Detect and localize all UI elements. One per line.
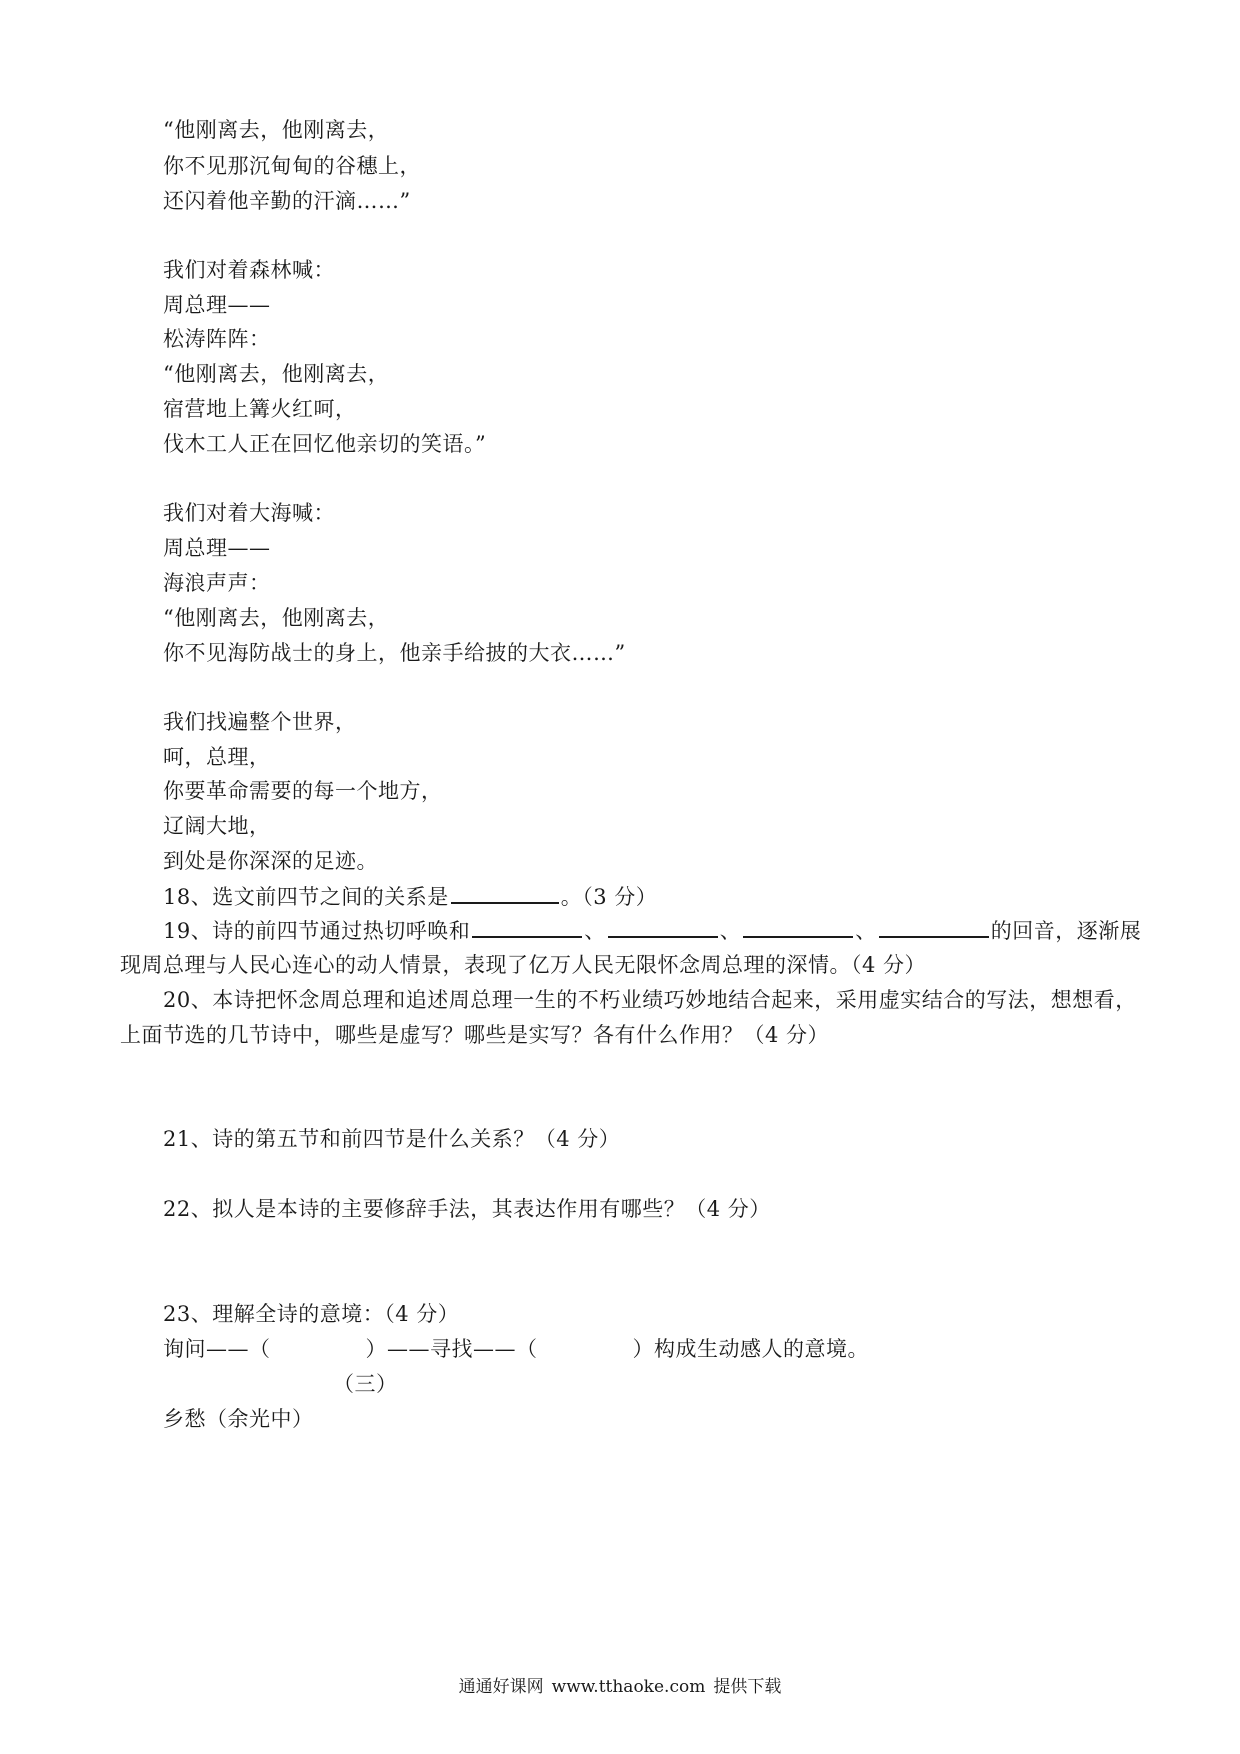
question-23: 23、理解全诗的意境：（4 分） xyxy=(163,1302,460,1326)
poem-line: 海浪声声： xyxy=(163,571,271,595)
separator: 、 xyxy=(855,919,877,943)
poem-line: 呵，总理， xyxy=(163,745,271,769)
poem-line: 伐木工人正在回忆他亲切的笑语。” xyxy=(163,432,487,456)
poem-line: 辽阔大地， xyxy=(163,814,271,838)
question-20-continued: 上面节选的几节诗中，哪些是虚写？哪些是实写？各有什么作用？（4 分） xyxy=(120,1023,830,1047)
separator: 、 xyxy=(584,919,606,943)
question-20: 20、本诗把怀念周总理和追述周总理一生的不朽业绩巧妙地结合起来，采用虚实结合的写法，想想看， xyxy=(163,988,1137,1012)
footer-site: 通通好课网 xyxy=(458,1677,544,1697)
fill-part: ）——寻找——（ xyxy=(365,1337,538,1361)
poem-line: 周总理—— xyxy=(163,536,271,560)
footer-url[interactable]: www.tthaoke.com xyxy=(551,1677,706,1697)
answer-blank[interactable] xyxy=(472,916,582,938)
poem-line: 我们对着森林喊： xyxy=(163,258,335,282)
question-18-score: 。（3 分） xyxy=(560,885,658,909)
fill-part: 询问——（ xyxy=(163,1337,271,1361)
poem-line: 你不见海防战士的身上，他亲手给披的大衣……” xyxy=(163,641,626,665)
poem-line: 还闪着他辛勤的汗滴……” xyxy=(163,189,411,213)
poem-line: 我们对着大海喊： xyxy=(163,501,335,525)
poem-line: 周总理—— xyxy=(163,293,271,317)
poem-line: “他刚离去，他刚离去， xyxy=(163,606,390,630)
separator: 、 xyxy=(719,919,742,943)
question-23-fill xyxy=(163,1335,869,1363)
poem-line: 你不见那沉甸甸的谷穗上， xyxy=(163,154,421,178)
poem-line: 到处是你深深的足迹。 xyxy=(163,849,378,873)
poem-line: 你要革命需要的每一个地方， xyxy=(163,779,443,803)
poem-line: 松涛阵阵： xyxy=(163,327,271,351)
question-19 xyxy=(163,916,1141,945)
answer-blank[interactable] xyxy=(451,882,559,904)
footer-tail: 提供下载 xyxy=(713,1677,782,1697)
question-19-text: 19、诗的前四节通过热切呼唤和 xyxy=(163,919,471,943)
answer-blank[interactable] xyxy=(608,916,718,938)
section-title: 乡愁（余光中） xyxy=(163,1407,314,1431)
poem-line: 宿营地上篝火红呵， xyxy=(163,397,357,421)
poem-line: “他刚离去，他刚离去， xyxy=(163,362,390,386)
answer-blank[interactable] xyxy=(743,916,853,938)
question-18-text: 18、选文前四节之间的关系是 xyxy=(163,885,449,909)
page-footer xyxy=(0,1676,1240,1698)
question-21: 21、诗的第五节和前四节是什么关系？（4 分） xyxy=(163,1127,621,1151)
section-heading: （三） xyxy=(333,1372,398,1396)
question-19-continued: 现周总理与人民心连心的动人情景，表现了亿万人民无限怀念周总理的深情。（4 分） xyxy=(120,953,927,977)
fill-part: ）构成生动感人的意境。 xyxy=(632,1337,869,1361)
poem-line: 我们找遍整个世界， xyxy=(163,710,357,734)
question-18 xyxy=(163,882,657,911)
poem-line: “他刚离去，他刚离去， xyxy=(163,118,390,142)
answer-blank[interactable] xyxy=(879,916,989,938)
question-19-text-end: 的回音，逐渐展 xyxy=(990,919,1142,943)
question-22: 22、拟人是本诗的主要修辞手法，其表达作用有哪些？（4 分） xyxy=(163,1197,771,1221)
